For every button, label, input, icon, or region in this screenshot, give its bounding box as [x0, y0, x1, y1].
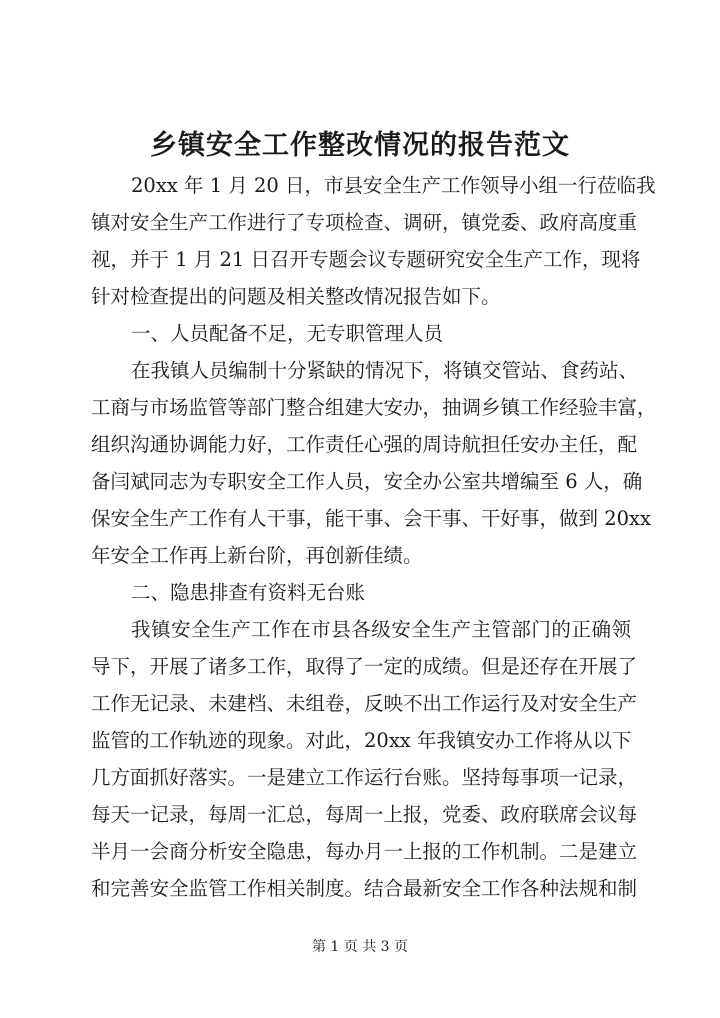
paragraph-line: 在我镇人员编制十分紧缺的情况下，将镇交管站、食药站、 [131, 359, 639, 382]
paragraph-line: 半月一会商分析安全隐患，每办月一上报的工作机制。二是建立 [91, 840, 638, 863]
paragraph-line: 导下，开展了诸多工作，取得了一定的成绩。但是还存在开展了 [91, 655, 638, 678]
document-title: 乡镇安全工作整改情况的报告范文 [150, 130, 570, 161]
paragraph-line: 镇对安全生产工作进行了专项检查、调研，镇党委、政府高度重 [91, 211, 638, 234]
paragraph-line: 工商与市场监管等部门整合组建大安办，抽调乡镇工作经验丰富， [91, 396, 657, 419]
paragraph-line: 每天一记录，每周一汇总，每周一上报，党委、政府联席会议每 [91, 803, 638, 826]
paragraph-line: 备闫斌同志为专职安全工作人员，安全办公室共增编至 6 人，确 [91, 470, 643, 493]
section-heading: 一、人员配备不足，无专职管理人员 [131, 322, 444, 345]
page-number: 第 1 页 共 3 页 [311, 939, 409, 955]
paragraph-line: 和完善安全监管工作相关制度。结合最新安全工作各种法规和制 [91, 877, 638, 900]
paragraph-line: 20xx 年 1 月 20 日，市县安全生产工作领导小组一行莅临我 [131, 174, 656, 197]
paragraph-line: 工作无记录、未建档、未组卷，反映不出工作运行及对安全生产 [91, 692, 638, 715]
paragraph-line: 针对检查提出的问题及相关整改情况报告如下。 [91, 285, 501, 308]
paragraph-line: 我镇安全生产工作在市县各级安全生产主管部门的正确领 [131, 618, 631, 641]
paragraph-line: 视，并于 1 月 21 日召开专题会议专题研究安全生产工作，现将 [91, 248, 641, 271]
section-heading: 二、隐患排查有资料无台账 [131, 581, 366, 604]
paragraph-line: 年安全工作再上新台阶，再创新佳绩。 [91, 544, 423, 567]
paragraph-line: 保安全生产工作有人干事，能干事、会干事、干好事，做到 20xx [91, 507, 652, 530]
paragraph-line: 组织沟通协调能力好，工作责任心强的周诗航担任安办主任，配 [91, 433, 638, 456]
paragraph-line: 几方面抓好落实。一是建立工作运行台账。坚持每事项一记录， [91, 766, 638, 789]
paragraph-line: 监管的工作轨迹的现象。对此，20xx 年我镇安办工作将从以下 [91, 729, 632, 752]
